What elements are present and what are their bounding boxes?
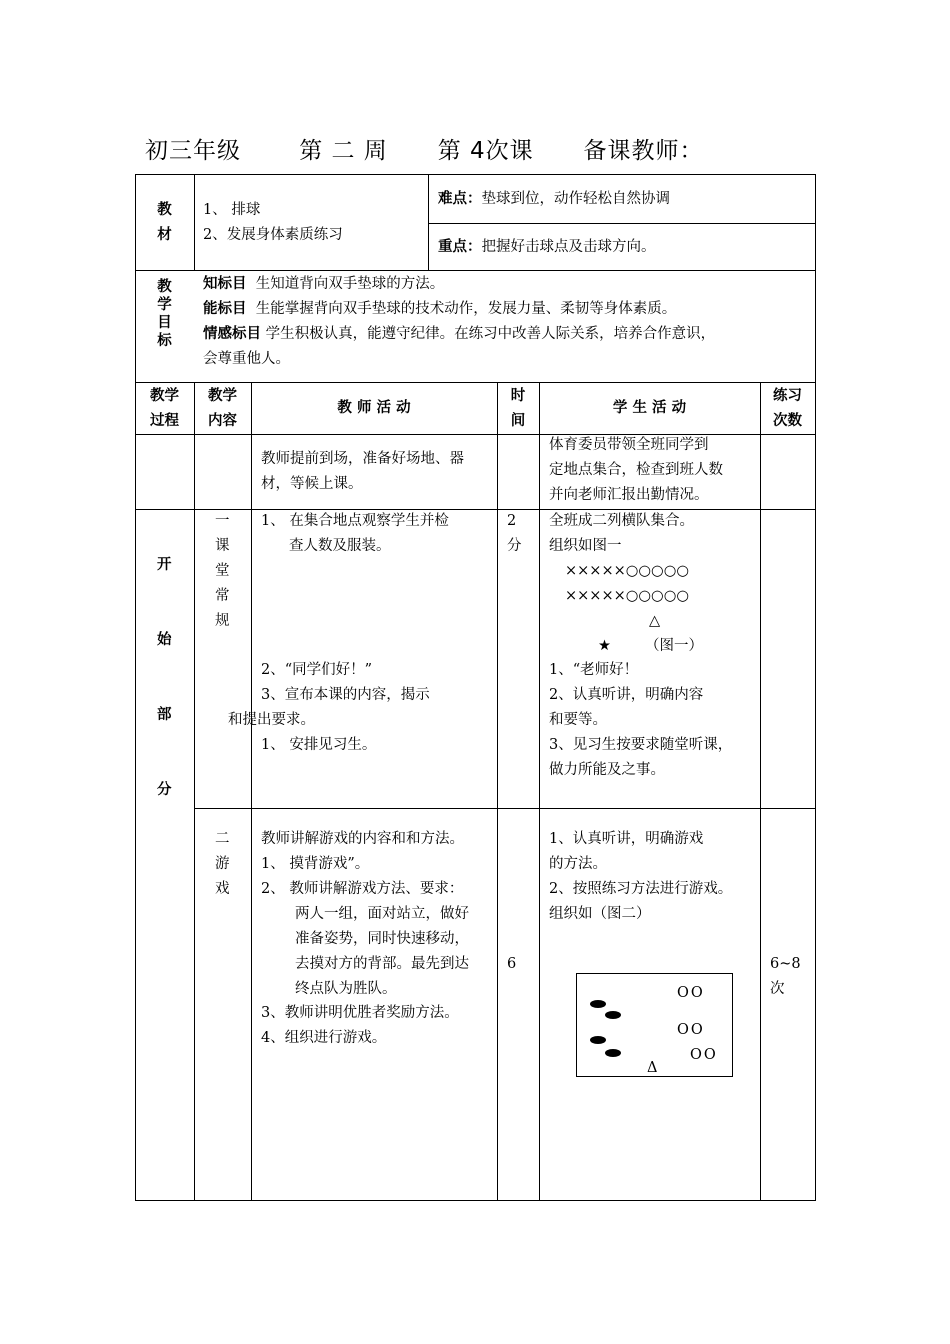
goals-label: 教 学 目 标	[157, 279, 172, 349]
routine-student-3: 1、“老师好！	[549, 662, 639, 678]
routine-student-1: 全班成二列横队集合。	[549, 513, 694, 529]
formation-row-2: ×××××○○○○○	[565, 588, 690, 604]
routine-teacher-1: 1、 在集合地点观察学生并检	[261, 513, 449, 529]
start-section-char: 始	[157, 632, 172, 648]
star-icon: ★	[598, 638, 611, 654]
table-line	[251, 382, 252, 1201]
game-teacher-7: 终点队为胜队。	[295, 981, 397, 997]
column-count: 练习 次数	[773, 388, 802, 429]
game-time: 6	[507, 956, 517, 972]
game-student-2: 的方法。	[549, 856, 607, 872]
routine-teacher-5: 和提出要求。	[228, 712, 315, 728]
column-time: 时 间	[510, 388, 526, 429]
game-student-4: 组织如（图二）	[549, 906, 651, 922]
game-teacher-9: 4、组织进行游戏。	[261, 1030, 387, 1046]
column-content: 教学 内容	[208, 388, 237, 429]
prep-student-2: 定地点集合，检查到班人数	[549, 462, 723, 478]
game-teacher-4: 两人一组，面对站立，做好	[295, 906, 469, 922]
key-point: 重点：把握好击球点及击球方向。	[438, 239, 656, 255]
routine-student-4: 2、认真听讲，明确内容	[549, 687, 704, 703]
game-teacher-2: 1、 摸背游戏”。	[261, 856, 370, 872]
formation-row-1: ×××××○○○○○	[565, 563, 690, 579]
figure-1-caption: （图一）	[645, 638, 703, 654]
emotion-goal: 情感标目 学生积极认真，能遵守纪律。在练习中改善人际关系，培养合作意识，	[203, 326, 716, 342]
week-label: 第 二 周	[299, 138, 388, 164]
player-circles: OO	[690, 1047, 718, 1063]
table-line	[194, 808, 816, 809]
table-line	[135, 509, 816, 510]
game-student-3: 2、按照练习方法进行游戏。	[549, 881, 733, 897]
game-teacher-3: 2、 教师讲解游戏方法、要求：	[261, 881, 464, 897]
start-section-char: 部	[157, 707, 172, 723]
prep-teacher-1: 教师提前到场，准备好场地、器	[261, 451, 464, 467]
table-line	[194, 382, 195, 1201]
table-line	[497, 382, 498, 1201]
table-line	[194, 174, 195, 271]
teacher-label: 备课教师：	[583, 138, 704, 164]
ability-goal: 能标目 生能掌握背向双手垫球的技术动作，发展力量、柔韧等身体素质。	[203, 301, 677, 317]
table-line	[135, 382, 816, 383]
routine-content: 一 课 堂 常 规	[215, 513, 230, 629]
routine-teacher-3: 2、“同学们好！”	[261, 662, 373, 678]
prep-student-3: 并向老师汇报出勤情况。	[549, 487, 709, 503]
difficulty-point: 难点：垫球到位，动作轻松自然协调	[438, 191, 670, 207]
game-student-1: 1、认真听讲，明确游戏	[549, 831, 704, 847]
table-line	[760, 382, 761, 1201]
game-diagram	[576, 973, 733, 1077]
column-process: 教学 过程	[150, 388, 179, 429]
routine-time: 2 分	[507, 513, 522, 554]
routine-student-2: 组织如图一	[549, 538, 622, 554]
triangle-icon: △	[649, 613, 661, 629]
game-teacher-8: 3、教师讲明优胜者奖励方法。	[261, 1005, 459, 1021]
material-label: 教 材	[157, 202, 172, 243]
column-student: 学 生 活 动	[612, 400, 687, 416]
table-border-right	[815, 174, 816, 1201]
start-section-char: 分	[157, 782, 172, 798]
material-item-2: 2、发展身体素质练习	[203, 227, 343, 243]
table-border-top	[135, 174, 816, 175]
routine-student-6: 3、见习生按要求随堂听课，	[549, 737, 733, 753]
table-line	[135, 270, 816, 271]
game-teacher-1: 教师讲解游戏的内容和和方法。	[261, 831, 464, 847]
routine-teacher-4: 3、宣布本课的内容，揭示	[261, 687, 430, 703]
player-dot-icon	[590, 1000, 606, 1008]
grade-label: 初三年级	[145, 138, 241, 164]
player-dot-icon	[605, 1011, 621, 1019]
routine-student-5: 和要等。	[549, 712, 607, 728]
column-teacher: 教 师 活 动	[337, 400, 411, 416]
routine-teacher-6: 1、 安排见习生。	[261, 737, 377, 753]
player-dot-icon	[590, 1036, 606, 1044]
page-title	[145, 132, 704, 165]
game-teacher-5: 准备姿势，同时快速移动，	[295, 931, 469, 947]
lesson-label: 第 4次课	[437, 138, 534, 164]
emotion-goal-cont: 会尊重他人。	[203, 351, 290, 367]
player-circles: OO	[677, 985, 705, 1001]
knowledge-goal: 知标目 生知道背向双手垫球的方法。	[203, 276, 445, 292]
game-content: 二 游 戏	[215, 831, 230, 897]
table-line	[135, 434, 816, 435]
table-line	[539, 382, 540, 1201]
teacher-triangle-icon: Δ	[647, 1060, 658, 1076]
routine-teacher-2: 查人数及服装。	[289, 538, 391, 554]
material-item-1: 1、 排球	[203, 202, 261, 218]
player-circles: OO	[677, 1022, 705, 1038]
table-line	[428, 223, 816, 224]
prep-student-1: 体育委员带领全班同学到	[549, 437, 709, 453]
player-dot-icon	[605, 1049, 621, 1057]
routine-student-7: 做力所能及之事。	[549, 762, 665, 778]
start-section-char: 开	[157, 557, 172, 573]
prep-teacher-2: 材，等候上课。	[261, 476, 363, 492]
table-line	[428, 174, 429, 271]
table-border-bottom	[135, 1200, 816, 1201]
game-teacher-6: 去摸对方的背部。最先到达	[295, 956, 469, 972]
game-count: 6~8 次	[770, 956, 801, 997]
